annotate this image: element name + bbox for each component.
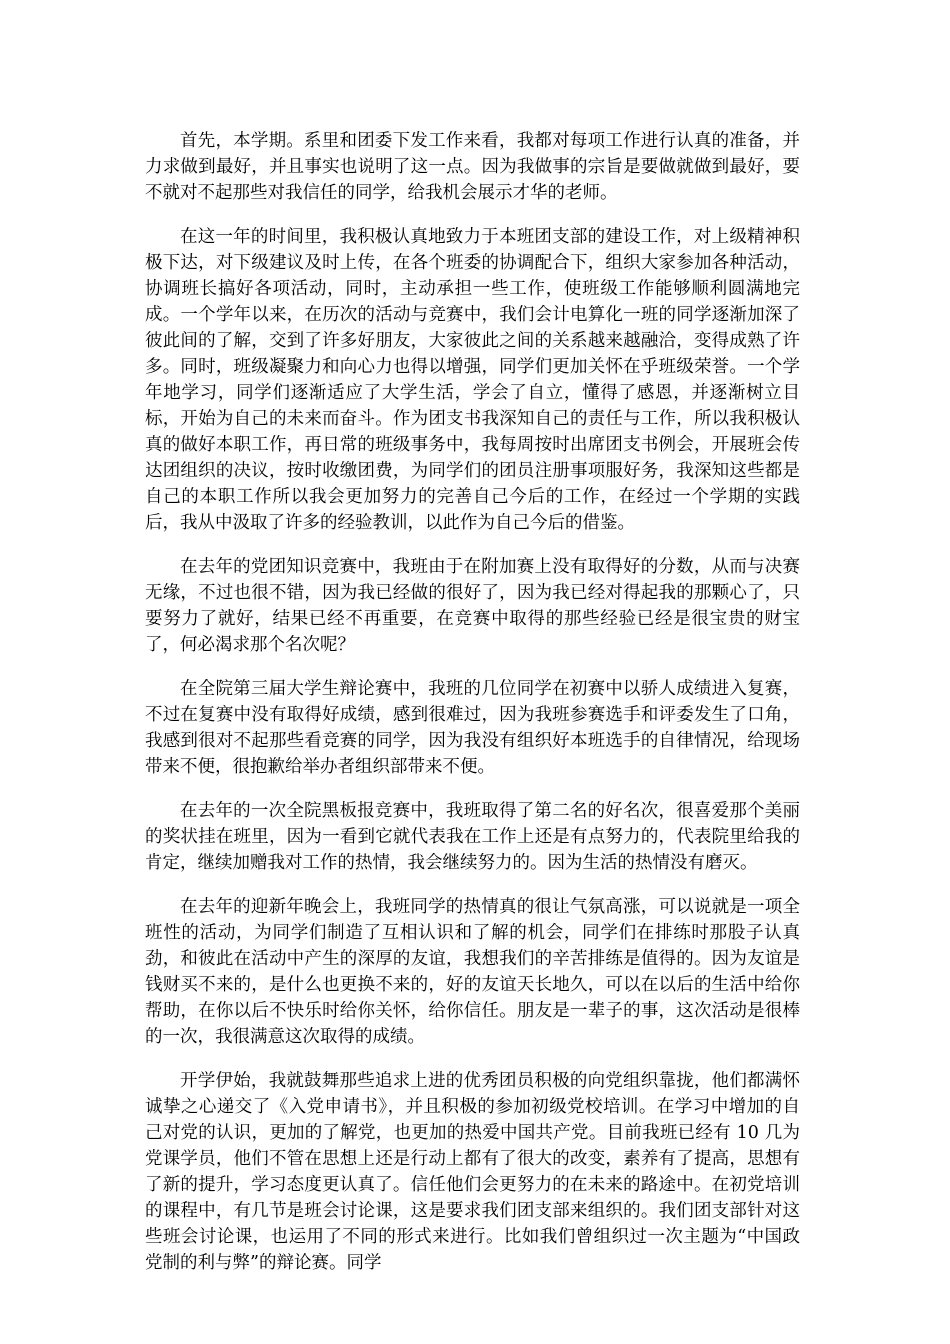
- document-body: [145, 128, 800, 1294]
- paragraph-3: 在去年的党团知识竞赛中，我班由于在附加赛上没有取得好的分数，从而与决赛无缘，不过也很不错，因为我已经做的很好了，因为我已经对得起我的那颗心了，只要努力了就好，结果已经不再重要，在竞赛中取得的那些经验已经是很宝贵的财宝了，何必渴求那个名次呢？: [145, 557, 800, 655]
- paragraph-5: 在去年的一次全院黑板报竞赛中，我班取得了第二名的好名次，很喜爱那个美丽的奖状挂在班里，因为一看到它就代表我在工作上还是有点努力的，代表院里给我的肯定，继续加赠我对工作的热情，我会继续努力的。因为生活的热情没有磨灭。: [145, 801, 800, 873]
- paragraph-6: 在去年的迎新年晚会上，我班同学的热情真的很让气氛高涨，可以说就是一项全班性的活动，为同学们制造了互相认识和了解的机会，同学们在排练时那股子认真劲，和彼此在活动中产生的深厚的友谊，我想我们的辛苦排练是值得的。因为友谊是钱财买不来的，是什么也更换不来的，好的友谊天长地久，可以在以后的生活中给你帮助，在你以后不快乐时给你关怀，给你信任。朋友是一辈子的事，这次活动是很棒的一次，我很满意这次取得的成绩。: [145, 897, 800, 1047]
- paragraph-2: 在这一年的时间里，我积极认真地致力于本班团支部的建设工作，对上级精神积极下达，对下级建议及时上传，在各个班委的协调配合下，组织大家参加各种活动，协调班长搞好各项活动，同时，主动承担一些工作，使班级工作能够顺利圆满地完成。一个学年以来，在历次的活动与竞赛中，我们会计电算化一班的同学逐渐加深了彼此间的了解，交到了许多好朋友，大家彼此之间的关系越来越融洽，变得成熟了许多。同时，班级凝聚力和向心力也得以增强，同学们更加关怀在乎班级荣誉。一个学年地学习，同学们逐渐适应了大学生活，学会了自立，懂得了感恩，并逐渐树立目标，开始为自己的未来而奋斗。作为团支书我深知自己的责任与工作，所以我积极认真的做好本职工作，再日常的班级事务中，我每周按时出席团支书例会，开展班会传达团组织的决议，按时收缴团费，为同学们的团员注册事项服好务，我深知这些都是自己的本职工作所以我会更加努力的完善自己今后的工作，在经过一个学期的实践后，我从中汲取了许多的经验教训，以此作为自己今后的借鉴。: [145, 227, 800, 533]
- paragraph-1: 首先，本学期。系里和团委下发工作来看，我都对每项工作进行认真的准备，并力求做到最好，并且事实也说明了这一点。因为我做事的宗旨是要做就做到最好，要不就对不起那些对我信任的同学，给我机会展示才华的老师。: [145, 131, 800, 203]
- paragraph-4: 在全院第三届大学生辩论赛中，我班的几位同学在初赛中以骄人成绩进入复赛，不过在复赛中没有取得好成绩，感到很难过，因为我班参赛选手和评委发生了口角，我感到很对不起那些看竞赛的同学，因为我没有组织好本班选手的自律情况，给现场带来不便，很抱歉给举办者组织部带来不便。: [145, 679, 800, 777]
- paragraph-7: 开学伊始，我就鼓舞那些追求上进的优秀团员积极的向党组织靠拢，他们都满怀诚挚之心递交了《入党申请书》，并且积极的参加初级党校培训。在学习中增加的自己对党的认识，更加的了解党，也更加的热爱中国共产党。目前我班已经有 10 几为党课学员，他们不管在思想上还是行动上都有了很大的改变，素养有了提高，思想有了新的提升，学习态度更认真了。信任他们会更努力的在未来的路途中。在初党培训的课程中，有几节是班会讨论课，这是要求我们团支部来组织的。我们团支部针对这些班会讨论课，也运用了不同的形式来进行。比如我们曾组织过一次主题为“中国政党制的利与弊”的辩论赛。同学: [145, 1071, 800, 1273]
